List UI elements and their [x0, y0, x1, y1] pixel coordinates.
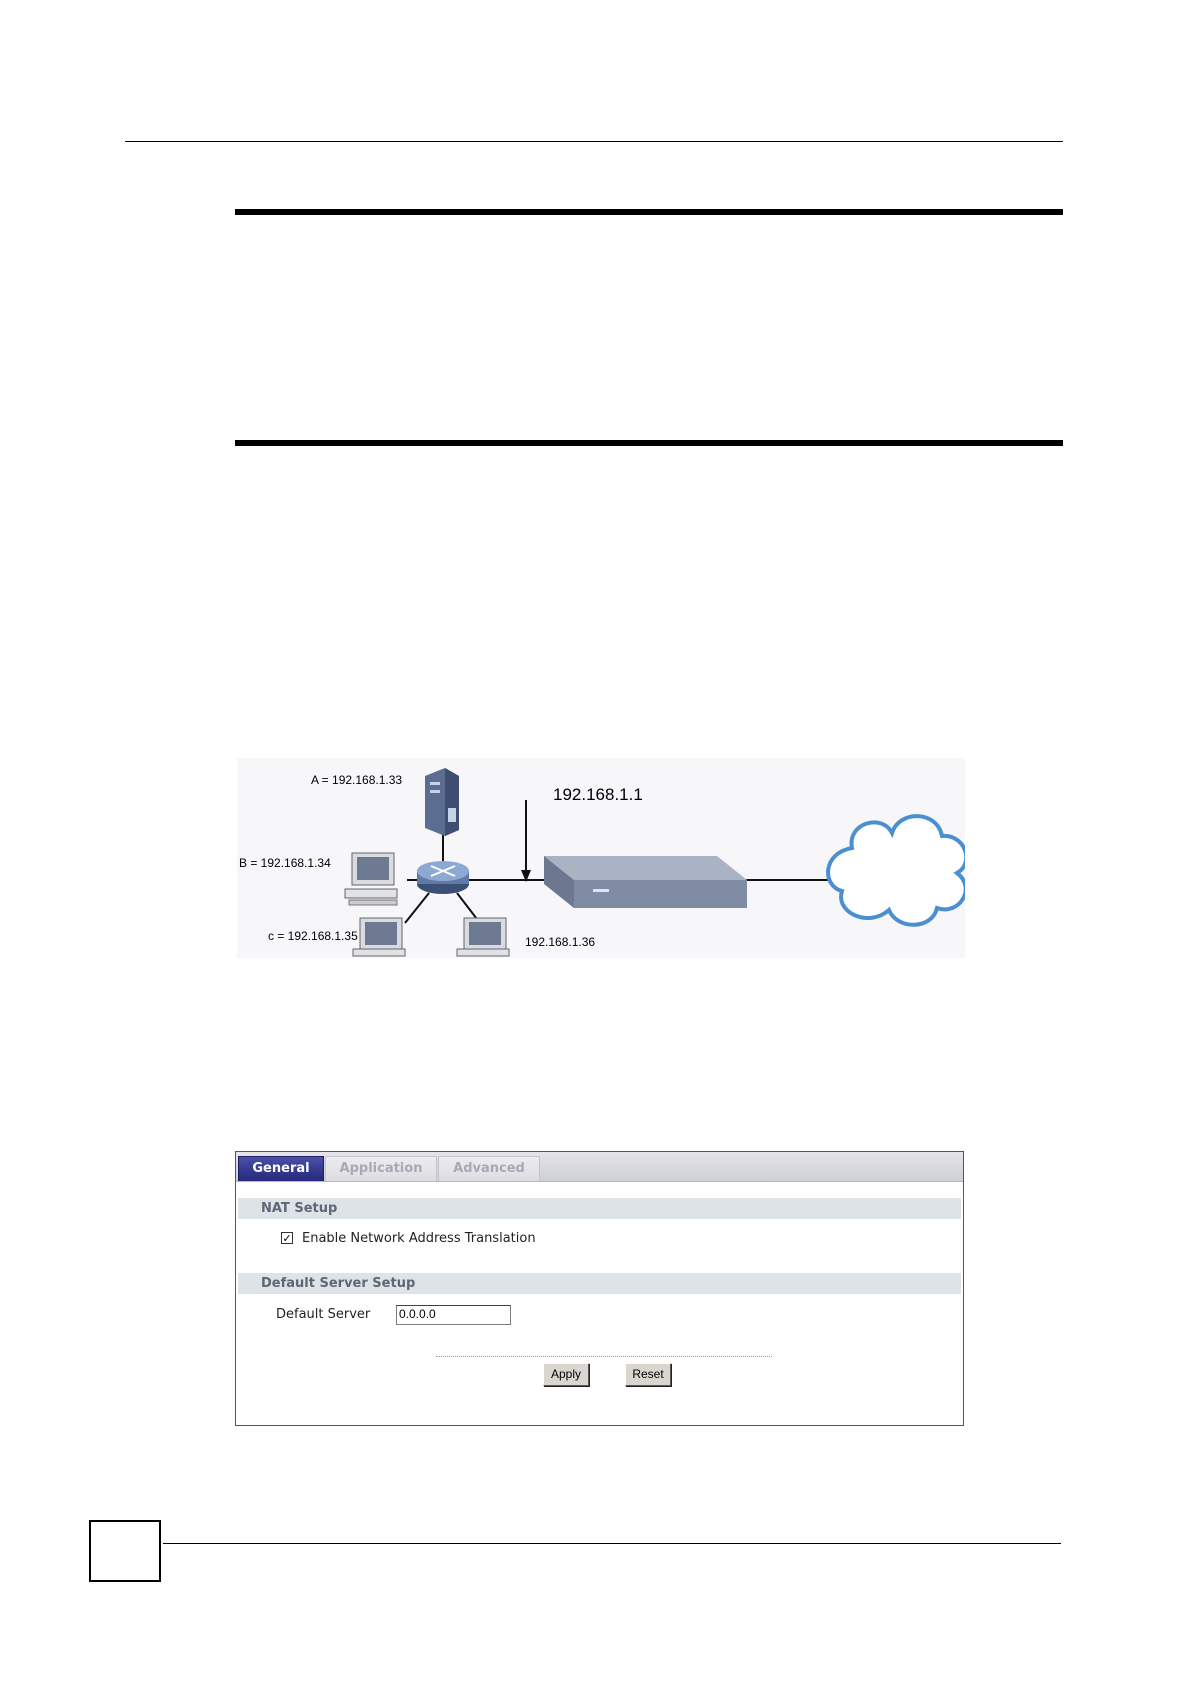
default-server-label: Default Server [276, 1307, 371, 1322]
apply-button[interactable]: Apply [543, 1363, 589, 1386]
tab-application[interactable]: Application [325, 1156, 437, 1181]
enable-nat-label: Enable Network Address Translation [302, 1231, 536, 1246]
computer-icon [457, 918, 509, 956]
router-ip-label: 192.168.1.1 [553, 785, 643, 804]
host-a-label: A = 192.168.1.33 [311, 773, 403, 787]
nat-setup-header: NAT Setup [238, 1198, 961, 1219]
network-diagram [237, 758, 965, 958]
computer-icon [345, 853, 397, 905]
nat-config-screen [235, 1151, 964, 1426]
header-rule [125, 141, 1063, 142]
footer-rule [163, 1543, 1061, 1544]
host-c-label: c = 192.168.1.35 [268, 929, 358, 943]
tab-advanced[interactable]: Advanced [438, 1156, 540, 1181]
default-server-setup-header: Default Server Setup [238, 1273, 961, 1294]
enable-nat-checkbox[interactable]: ✓ [282, 1232, 292, 1245]
router-device-icon [544, 856, 747, 908]
button-divider [436, 1356, 772, 1357]
host-b-label: B = 192.168.1.34 [239, 856, 331, 870]
page-number-box [89, 1520, 161, 1582]
note-box-bottom-rule [235, 440, 1063, 446]
host-d-label: 192.168.1.36 [525, 935, 596, 949]
tab-general[interactable]: General [238, 1156, 324, 1181]
reset-button[interactable]: Reset [625, 1363, 671, 1386]
tab-bar [236, 1152, 963, 1182]
default-server-input[interactable]: 0.0.0.0 [396, 1305, 511, 1325]
note-box-top-rule [235, 209, 1063, 215]
switch-icon [417, 861, 469, 894]
server-icon [425, 768, 459, 836]
computer-icon [353, 918, 405, 956]
